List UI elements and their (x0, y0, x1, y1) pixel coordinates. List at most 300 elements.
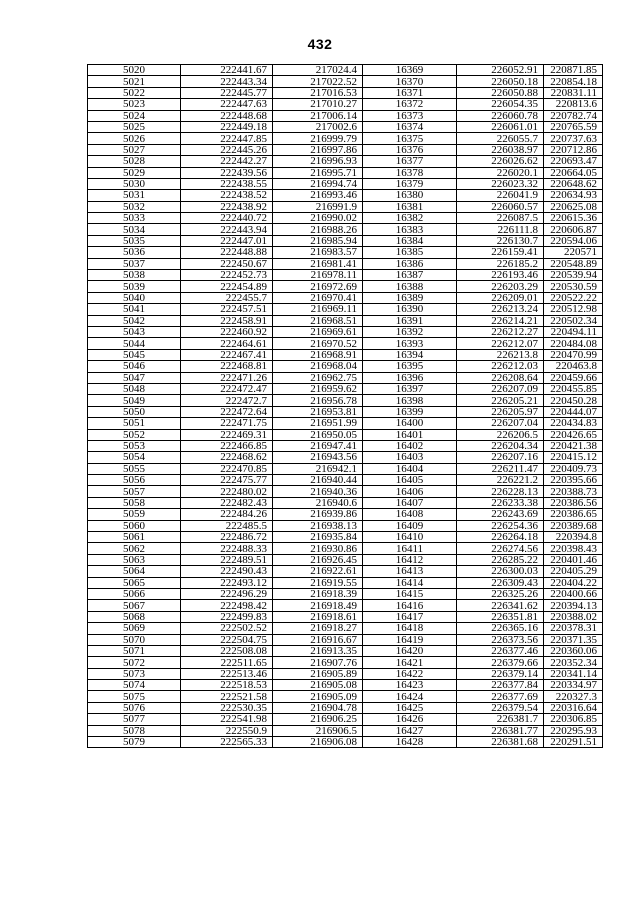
cell-y-left: 216940.36 (273, 486, 363, 497)
cell-point-id-left: 5073 (88, 668, 181, 679)
cell-x-right: 226020.1 (457, 167, 544, 178)
cell-x-right: 226207.04 (457, 418, 544, 429)
table-row (88, 361, 603, 372)
cell-x-right: 226204.34 (457, 440, 544, 451)
table-row (88, 566, 603, 577)
cell-y-right: 220548.89 (544, 258, 603, 269)
cell-x-left: 222468.62 (181, 452, 273, 463)
table-row (88, 110, 603, 121)
cell-y-left: 216905.89 (273, 668, 363, 679)
cell-x-right: 226207.16 (457, 452, 544, 463)
cell-y-right: 220316.64 (544, 702, 603, 713)
cell-point-id-right: 16375 (363, 133, 457, 144)
cell-y-left: 216983.57 (273, 247, 363, 258)
cell-point-id-right: 16388 (363, 281, 457, 292)
cell-y-right: 220571 (544, 247, 603, 258)
cell-point-id-left: 5022 (88, 87, 181, 98)
cell-y-right: 220334.97 (544, 680, 603, 691)
cell-x-right: 226379.14 (457, 668, 544, 679)
cell-y-left: 216926.45 (273, 554, 363, 565)
cell-x-left: 222447.85 (181, 133, 273, 144)
cell-point-id-left: 5054 (88, 452, 181, 463)
cell-y-left: 216904.78 (273, 702, 363, 713)
cell-x-left: 222486.72 (181, 532, 273, 543)
cell-point-id-right: 16390 (363, 304, 457, 315)
cell-point-id-left: 5031 (88, 190, 181, 201)
cell-y-left: 216906.5 (273, 725, 363, 736)
cell-point-id-right: 16391 (363, 315, 457, 326)
cell-point-id-left: 5020 (88, 65, 181, 76)
cell-x-left: 222445.26 (181, 144, 273, 155)
cell-point-id-left: 5044 (88, 338, 181, 349)
cell-point-id-left: 5041 (88, 304, 181, 315)
cell-x-left: 222565.33 (181, 737, 273, 748)
cell-x-left: 222457.51 (181, 304, 273, 315)
cell-y-right: 220625.08 (544, 201, 603, 212)
table-row (88, 475, 603, 486)
cell-y-left: 216947.41 (273, 440, 363, 451)
cell-x-right: 226209.01 (457, 292, 544, 303)
table-row (88, 702, 603, 713)
cell-y-left: 216981.41 (273, 258, 363, 269)
cell-y-right: 220434.83 (544, 418, 603, 429)
cell-y-right: 220398.43 (544, 543, 603, 554)
cell-point-id-left: 5063 (88, 554, 181, 565)
cell-x-left: 222472.47 (181, 383, 273, 394)
table-row (88, 418, 603, 429)
cell-x-left: 222482.43 (181, 497, 273, 508)
table-row (88, 247, 603, 258)
cell-point-id-right: 16402 (363, 440, 457, 451)
cell-point-id-left: 5034 (88, 224, 181, 235)
cell-point-id-right: 16419 (363, 634, 457, 645)
cell-point-id-right: 16371 (363, 87, 457, 98)
cell-y-left: 216959.62 (273, 383, 363, 394)
cell-x-left: 222511.65 (181, 657, 273, 668)
cell-y-left: 216996.93 (273, 156, 363, 167)
cell-x-left: 222447.01 (181, 235, 273, 246)
cell-point-id-left: 5021 (88, 76, 181, 87)
cell-y-left: 216953.81 (273, 406, 363, 417)
cell-x-right: 226061.01 (457, 121, 544, 132)
cell-x-left: 222448.68 (181, 110, 273, 121)
cell-point-id-left: 5077 (88, 714, 181, 725)
cell-point-id-left: 5036 (88, 247, 181, 258)
table-row (88, 554, 603, 565)
cell-point-id-right: 16382 (363, 213, 457, 224)
table-row (88, 281, 603, 292)
table-row (88, 133, 603, 144)
cell-y-right: 220712.86 (544, 144, 603, 155)
table-row (88, 178, 603, 189)
cell-point-id-left: 5023 (88, 99, 181, 110)
cell-y-left: 216918.49 (273, 600, 363, 611)
cell-point-id-right: 16414 (363, 577, 457, 588)
cell-y-left: 216913.35 (273, 645, 363, 656)
cell-y-left: 216905.09 (273, 691, 363, 702)
cell-x-right: 226377.84 (457, 680, 544, 691)
cell-y-right: 220371.35 (544, 634, 603, 645)
cell-x-left: 222447.63 (181, 99, 273, 110)
table-row (88, 372, 603, 383)
cell-point-id-left: 5045 (88, 349, 181, 360)
cell-x-left: 222471.75 (181, 418, 273, 429)
cell-point-id-right: 16400 (363, 418, 457, 429)
cell-y-right: 220291.51 (544, 737, 603, 748)
cell-y-right: 220813.6 (544, 99, 603, 110)
cell-point-id-right: 16401 (363, 429, 457, 440)
cell-point-id-left: 5027 (88, 144, 181, 155)
cell-point-id-right: 16407 (363, 497, 457, 508)
cell-y-left: 216970.52 (273, 338, 363, 349)
coordinates-table-body (88, 65, 603, 748)
cell-x-left: 222518.53 (181, 680, 273, 691)
cell-y-right: 220606.87 (544, 224, 603, 235)
cell-x-right: 226055.7 (457, 133, 544, 144)
cell-y-right: 220502.34 (544, 315, 603, 326)
cell-point-id-left: 5069 (88, 623, 181, 634)
cell-x-left: 222493.12 (181, 577, 273, 588)
cell-y-left: 217024.4 (273, 65, 363, 76)
table-row (88, 600, 603, 611)
cell-x-left: 222502.52 (181, 623, 273, 634)
cell-x-left: 222498.42 (181, 600, 273, 611)
cell-x-left: 222469.31 (181, 429, 273, 440)
cell-x-right: 226300.03 (457, 566, 544, 577)
cell-point-id-right: 16393 (363, 338, 457, 349)
table-row (88, 509, 603, 520)
cell-point-id-right: 16427 (363, 725, 457, 736)
cell-y-right: 220450.28 (544, 395, 603, 406)
cell-x-left: 222443.34 (181, 76, 273, 87)
cell-y-right: 220444.07 (544, 406, 603, 417)
cell-x-right: 226379.66 (457, 657, 544, 668)
cell-point-id-right: 16416 (363, 600, 457, 611)
table-row (88, 737, 603, 748)
cell-x-left: 222496.29 (181, 588, 273, 599)
cell-x-left: 222454.89 (181, 281, 273, 292)
cell-x-left: 222485.5 (181, 520, 273, 531)
cell-y-right: 220494.11 (544, 326, 603, 337)
cell-y-left: 216943.56 (273, 452, 363, 463)
cell-y-left: 216991.9 (273, 201, 363, 212)
cell-y-right: 220386.65 (544, 509, 603, 520)
cell-y-left: 216922.61 (273, 566, 363, 577)
cell-x-left: 222449.18 (181, 121, 273, 132)
cell-point-id-left: 5051 (88, 418, 181, 429)
cell-y-right: 220522.22 (544, 292, 603, 303)
cell-point-id-left: 5039 (88, 281, 181, 292)
table-row (88, 315, 603, 326)
table-row (88, 144, 603, 155)
cell-x-right: 226381.68 (457, 737, 544, 748)
cell-y-left: 216918.61 (273, 611, 363, 622)
cell-point-id-left: 5062 (88, 543, 181, 554)
cell-x-left: 222475.77 (181, 475, 273, 486)
cell-point-id-right: 16426 (363, 714, 457, 725)
table-row (88, 668, 603, 679)
cell-x-left: 222438.55 (181, 178, 273, 189)
cell-point-id-right: 16418 (363, 623, 457, 634)
cell-point-id-left: 5030 (88, 178, 181, 189)
cell-x-left: 222466.85 (181, 440, 273, 451)
cell-y-left: 216993.46 (273, 190, 363, 201)
cell-point-id-left: 5072 (88, 657, 181, 668)
cell-x-right: 226264.18 (457, 532, 544, 543)
cell-point-id-right: 16370 (363, 76, 457, 87)
cell-x-right: 226185.2 (457, 258, 544, 269)
cell-x-left: 222471.26 (181, 372, 273, 383)
cell-x-right: 226026.62 (457, 156, 544, 167)
cell-x-right: 226213.24 (457, 304, 544, 315)
cell-point-id-right: 16396 (363, 372, 457, 383)
cell-point-id-right: 16373 (363, 110, 457, 121)
cell-x-left: 222472.7 (181, 395, 273, 406)
cell-y-right: 220512.98 (544, 304, 603, 315)
cell-y-left: 216978.11 (273, 270, 363, 281)
table-row (88, 65, 603, 76)
cell-y-left: 216942.1 (273, 463, 363, 474)
cell-point-id-left: 5050 (88, 406, 181, 417)
cell-x-left: 222470.85 (181, 463, 273, 474)
cell-y-left: 216906.08 (273, 737, 363, 748)
cell-x-right: 226130.7 (457, 235, 544, 246)
cell-y-right: 220737.63 (544, 133, 603, 144)
cell-y-left: 217002.6 (273, 121, 363, 132)
cell-x-right: 226038.97 (457, 144, 544, 155)
cell-point-id-left: 5043 (88, 326, 181, 337)
cell-y-right: 220409.73 (544, 463, 603, 474)
cell-x-right: 226211.47 (457, 463, 544, 474)
cell-point-id-left: 5046 (88, 361, 181, 372)
cell-y-left: 216985.94 (273, 235, 363, 246)
cell-x-right: 226111.8 (457, 224, 544, 235)
table-row (88, 452, 603, 463)
cell-x-left: 222442.27 (181, 156, 273, 167)
cell-y-left: 216918.39 (273, 588, 363, 599)
cell-x-left: 222488.33 (181, 543, 273, 554)
cell-point-id-left: 5059 (88, 509, 181, 520)
cell-x-left: 222489.51 (181, 554, 273, 565)
cell-point-id-right: 16395 (363, 361, 457, 372)
cell-point-id-right: 16386 (363, 258, 457, 269)
cell-point-id-right: 16420 (363, 645, 457, 656)
table-row (88, 121, 603, 132)
cell-point-id-left: 5037 (88, 258, 181, 269)
cell-x-left: 222438.92 (181, 201, 273, 212)
cell-x-left: 222460.92 (181, 326, 273, 337)
table-row (88, 657, 603, 668)
cell-point-id-left: 5055 (88, 463, 181, 474)
cell-point-id-right: 16383 (363, 224, 457, 235)
table-row (88, 714, 603, 725)
cell-y-left: 216950.05 (273, 429, 363, 440)
cell-x-left: 222550.9 (181, 725, 273, 736)
cell-point-id-left: 5026 (88, 133, 181, 144)
cell-x-right: 226087.5 (457, 213, 544, 224)
cell-point-id-left: 5035 (88, 235, 181, 246)
cell-y-right: 220295.93 (544, 725, 603, 736)
cell-point-id-right: 16425 (363, 702, 457, 713)
cell-x-right: 226274.56 (457, 543, 544, 554)
table-row (88, 543, 603, 554)
cell-x-right: 226373.56 (457, 634, 544, 645)
cell-x-left: 222480.02 (181, 486, 273, 497)
table-row (88, 156, 603, 167)
cell-point-id-right: 16424 (363, 691, 457, 702)
cell-y-left: 216988.26 (273, 224, 363, 235)
cell-y-left: 216918.27 (273, 623, 363, 634)
cell-x-right: 226060.57 (457, 201, 544, 212)
cell-y-left: 217010.27 (273, 99, 363, 110)
cell-point-id-left: 5029 (88, 167, 181, 178)
cell-point-id-left: 5076 (88, 702, 181, 713)
cell-y-right: 220388.73 (544, 486, 603, 497)
cell-point-id-left: 5068 (88, 611, 181, 622)
table-row (88, 645, 603, 656)
cell-y-right: 220394.13 (544, 600, 603, 611)
cell-x-left: 222467.41 (181, 349, 273, 360)
cell-x-left: 222490.43 (181, 566, 273, 577)
cell-x-left: 222440.72 (181, 213, 273, 224)
cell-point-id-right: 16415 (363, 588, 457, 599)
cell-y-right: 220871.85 (544, 65, 603, 76)
cell-y-right: 220389.68 (544, 520, 603, 531)
cell-y-right: 220484.08 (544, 338, 603, 349)
cell-x-left: 222458.91 (181, 315, 273, 326)
table-row (88, 497, 603, 508)
cell-point-id-right: 16379 (363, 178, 457, 189)
cell-x-right: 226203.29 (457, 281, 544, 292)
cell-y-right: 220386.56 (544, 497, 603, 508)
cell-x-right: 226060.78 (457, 110, 544, 121)
table-row (88, 588, 603, 599)
page-number: 432 (307, 36, 333, 52)
cell-y-right: 220341.14 (544, 668, 603, 679)
cell-y-right: 220352.34 (544, 657, 603, 668)
table-row (88, 99, 603, 110)
table-row (88, 634, 603, 645)
cell-y-right: 220594.06 (544, 235, 603, 246)
cell-x-right: 226212.27 (457, 326, 544, 337)
cell-point-id-right: 16397 (363, 383, 457, 394)
cell-x-right: 226228.13 (457, 486, 544, 497)
cell-y-left: 216999.79 (273, 133, 363, 144)
cell-x-left: 222439.56 (181, 167, 273, 178)
cell-point-id-left: 5042 (88, 315, 181, 326)
cell-y-right: 220404.22 (544, 577, 603, 588)
cell-y-left: 216956.78 (273, 395, 363, 406)
table-row (88, 395, 603, 406)
cell-y-left: 216962.75 (273, 372, 363, 383)
cell-y-right: 220401.46 (544, 554, 603, 565)
cell-x-left: 222513.46 (181, 668, 273, 679)
cell-point-id-right: 16399 (363, 406, 457, 417)
cell-x-left: 222499.83 (181, 611, 273, 622)
cell-x-right: 226052.91 (457, 65, 544, 76)
cell-x-right: 226285.22 (457, 554, 544, 565)
cell-x-right: 226212.07 (457, 338, 544, 349)
cell-x-right: 226054.35 (457, 99, 544, 110)
cell-point-id-right: 16410 (363, 532, 457, 543)
cell-y-left: 216916.67 (273, 634, 363, 645)
table-row (88, 87, 603, 98)
cell-y-right: 220405.29 (544, 566, 603, 577)
cell-y-right: 220400.66 (544, 588, 603, 599)
cell-x-right: 226243.69 (457, 509, 544, 520)
cell-x-right: 226208.64 (457, 372, 544, 383)
cell-y-right: 220421.38 (544, 440, 603, 451)
cell-x-right: 226377.46 (457, 645, 544, 656)
cell-x-left: 222448.88 (181, 247, 273, 258)
cell-y-left: 217006.14 (273, 110, 363, 121)
coordinates-table (87, 64, 603, 748)
table-row (88, 235, 603, 246)
cell-x-left: 222504.75 (181, 634, 273, 645)
cell-y-right: 220394.8 (544, 532, 603, 543)
table-row (88, 486, 603, 497)
cell-y-right: 220539.94 (544, 270, 603, 281)
cell-point-id-right: 16428 (363, 737, 457, 748)
cell-x-left: 222521.58 (181, 691, 273, 702)
cell-y-right: 220388.02 (544, 611, 603, 622)
cell-point-id-left: 5056 (88, 475, 181, 486)
table-row (88, 258, 603, 269)
cell-y-right: 220455.85 (544, 383, 603, 394)
cell-point-id-right: 16377 (363, 156, 457, 167)
table-row (88, 383, 603, 394)
cell-point-id-left: 5071 (88, 645, 181, 656)
table-row (88, 326, 603, 337)
cell-point-id-left: 5033 (88, 213, 181, 224)
cell-point-id-left: 5061 (88, 532, 181, 543)
cell-y-left: 217016.53 (273, 87, 363, 98)
cell-point-id-left: 5049 (88, 395, 181, 406)
cell-x-left: 222530.35 (181, 702, 273, 713)
cell-point-id-right: 16392 (363, 326, 457, 337)
cell-y-right: 220306.85 (544, 714, 603, 725)
table-row (88, 406, 603, 417)
cell-y-left: 216919.55 (273, 577, 363, 588)
table-row (88, 623, 603, 634)
cell-x-left: 222443.94 (181, 224, 273, 235)
cell-point-id-right: 16409 (363, 520, 457, 531)
cell-x-right: 226023.32 (457, 178, 544, 189)
cell-y-left: 216972.69 (273, 281, 363, 292)
cell-y-right: 220648.62 (544, 178, 603, 189)
table-row (88, 167, 603, 178)
cell-x-right: 226159.41 (457, 247, 544, 258)
cell-y-right: 220459.66 (544, 372, 603, 383)
cell-point-id-right: 16376 (363, 144, 457, 155)
cell-point-id-right: 16412 (363, 554, 457, 565)
cell-x-left: 222484.26 (181, 509, 273, 520)
cell-point-id-right: 16387 (363, 270, 457, 281)
cell-y-left: 216951.99 (273, 418, 363, 429)
cell-y-right: 220470.99 (544, 349, 603, 360)
cell-point-id-left: 5024 (88, 110, 181, 121)
cell-y-left: 216906.25 (273, 714, 363, 725)
cell-y-left: 216935.84 (273, 532, 363, 543)
cell-point-id-left: 5074 (88, 680, 181, 691)
cell-x-left: 222450.67 (181, 258, 273, 269)
cell-y-left: 216994.74 (273, 178, 363, 189)
cell-y-right: 220615.36 (544, 213, 603, 224)
table-row (88, 349, 603, 360)
cell-x-right: 226207.09 (457, 383, 544, 394)
cell-point-id-right: 16394 (363, 349, 457, 360)
cell-x-left: 222438.52 (181, 190, 273, 201)
